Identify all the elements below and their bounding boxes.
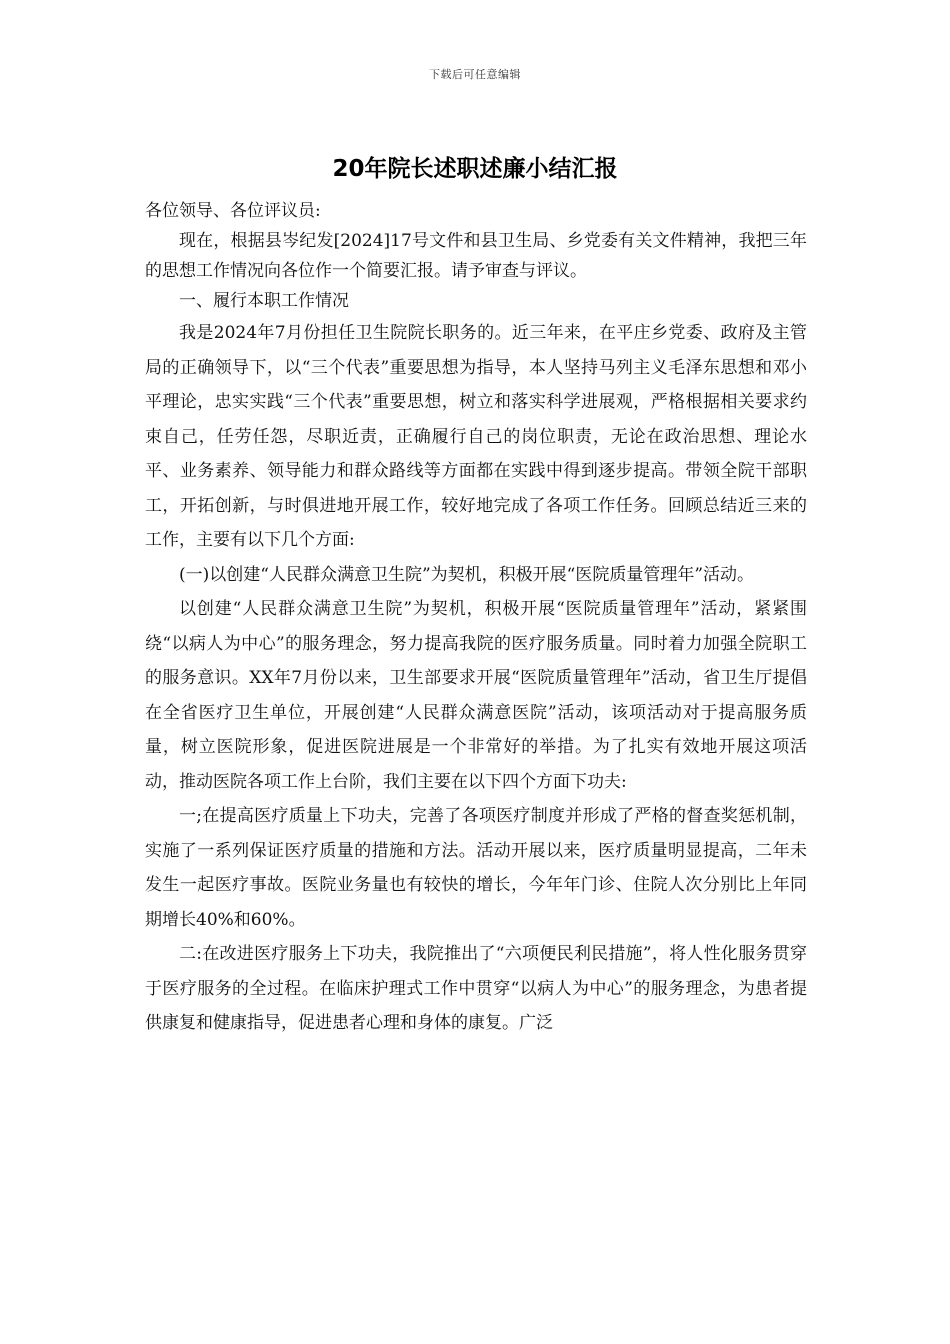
quality-activity-paragraph: 以创建“人民群众满意卫生院”为契机，积极开展“医院质量管理年”活动，紧紧围绕“以病人为中心”的服务理念，努力提高我院的医疗服务质量。同时着力加强全院职工的服务意识。XX年7月份以来，卫生部要求开展“医院质量管理年”活动，省卫生厅提倡在全省医疗卫生单位，开展创建“人民群众满意医院”活动，该项活动对于提高服务质量，树立医院形象，促进医院进展是一个非常好的举措。为了扎实有效地开展这项活动，推动医院各项工作上台阶，我们主要在以下四个方面下功夫: xyxy=(145,599,807,792)
salutation-paragraph: 各位领导、各位评议员: xyxy=(145,201,321,221)
work-summary-paragraph: 我是2024年7月份担任卫生院院长职务的。近三年来，在平庄乡党委、政府及主管局的正确领导下，以“三个代表”重要思想为指导，本人坚持马列主义毛泽东思想和邓小平理论，忠实实践“三个代表”重要思想，树立和落实科学进展观，严格根据相关要求约束自己，任劳任怨，尽职近责，正确履行自己的岗位职责，无论在政治思想、理论水平、业务素养、领导能力和群众路线等方面都在实践中得到逐步提高。带领全院干部职工，开拓创新，与时俱进地开展工作，较好地完成了各项工作任务。回顾总结近三来的工作，主要有以下几个方面: xyxy=(145,323,807,550)
document-title: 20年院长述职述廉小结汇报 xyxy=(332,156,618,182)
section-heading: 一、履行本职工作情况 xyxy=(179,291,349,311)
document-body xyxy=(145,196,807,1041)
point-two-paragraph: 二:在改进医疗服务上下功夫，我院推出了“六项便民利民措施”，将人性化服务贯穿于医疗服务的全过程。在临床护理式工作中贯穿“以病人为中心”的服务理念，为患者提供康复和健康指导，促进患者心理和身体的康复。广泛 xyxy=(145,944,807,1033)
point-one-paragraph: 一;在提高医疗质量上下功夫，完善了各项医疗制度并形成了严格的督查奖惩机制，实施了一系列保证医疗质量的措施和方法。活动开展以来，医疗质量明显提高，二年未发生一起医疗事故。医院业务量也有较快的增长，今年年门诊、住院人次分别比上年同期增长40%和60%。 xyxy=(145,806,807,930)
subsection-heading: (一)以创建“人民群众满意卫生院”为契机，积极开展“医院质量管理年”活动。 xyxy=(179,564,755,585)
intro-paragraph: 现在，根据县岑纪发[2024]17号文件和县卫生局、乡党委有关文件精神，我把三年的思想工作情况向各位作一个简要汇报。请予审查与评议。 xyxy=(145,231,807,281)
header-note: 下载后可任意编辑 xyxy=(429,68,521,81)
